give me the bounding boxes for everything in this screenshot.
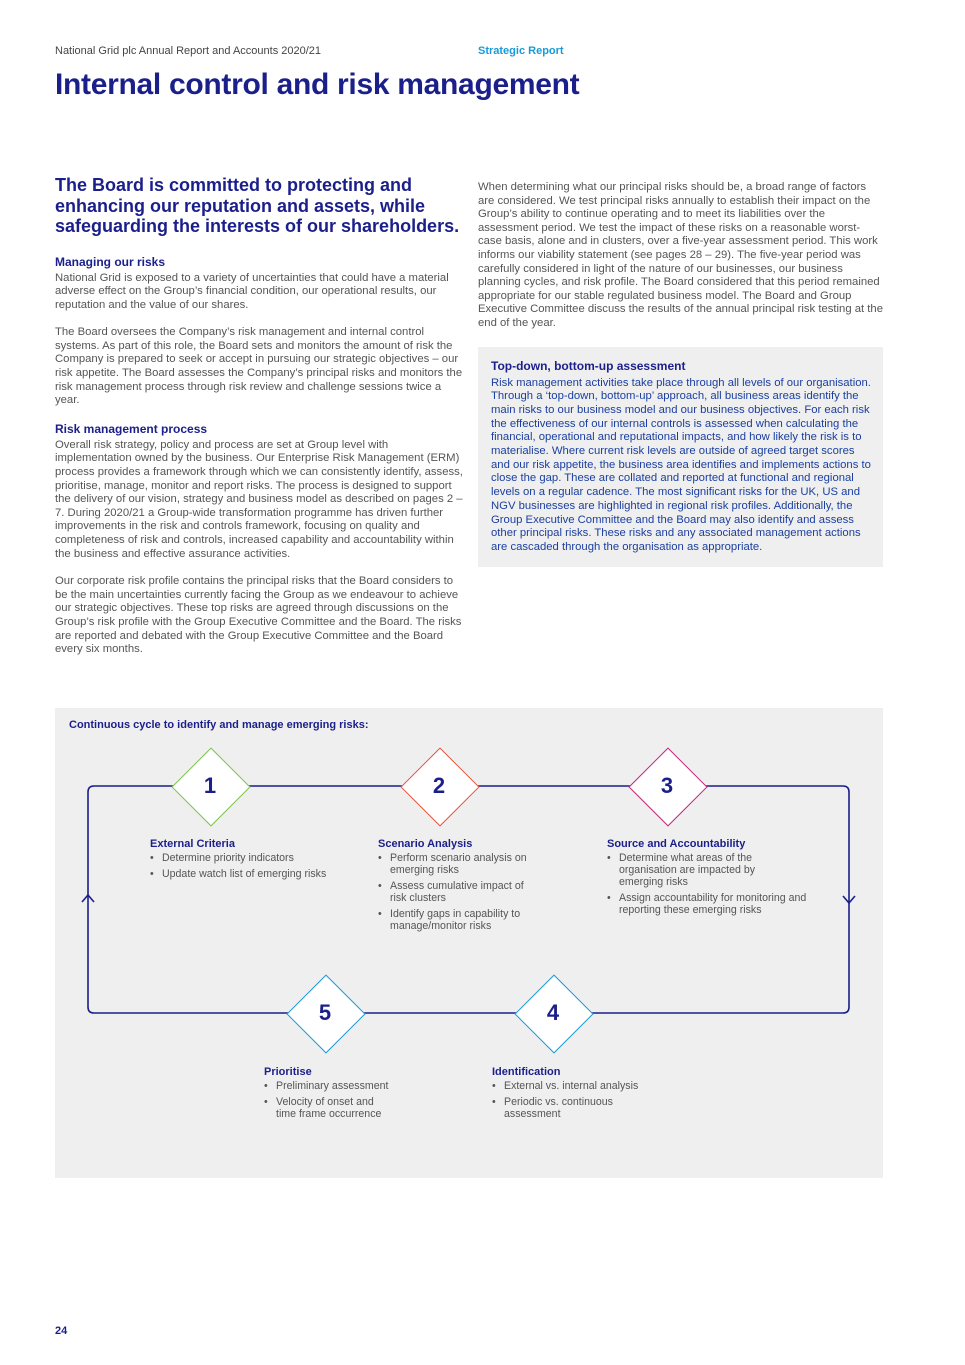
risk-process-paragraph-1: Overall risk strategy, policy and process are set at Group level with implementation owned by the business. Our Enterprise Risk Management (ERM) process provides a framework through which we can consistently identify, assess, prioritise, manage, monitor and report risks. The process is designed to support the delivery of our vision, strategy and business model as described on pages 2 – 7. During 2020/21 a Group-wide transformation programme has driven further improvements in the risk and controls framework, focusing on quality and completeness of risk and controls, increased capability and accountability within the business and effective assurance activities. — [55, 438, 463, 560]
step-5-content — [264, 1066, 414, 1124]
step-5-bullet: • Velocity of onset and time frame occurrence — [264, 1096, 396, 1120]
step-2-title: Scenario Analysis — [378, 838, 473, 850]
step-5-title: Prioritise — [264, 1066, 312, 1078]
assessment-box-title: Top-down, bottom-up assessment — [491, 358, 686, 373]
left-column — [55, 175, 465, 671]
section-name[interactable]: Strategic Report — [478, 45, 564, 57]
step-2-bullet: • Identify gaps in capability to manage/monitor risks — [378, 908, 528, 932]
right-column — [478, 181, 883, 567]
step-1-title: External Criteria — [150, 838, 235, 850]
page-number: 24 — [55, 1325, 68, 1337]
cycle-title: Continuous cycle to identify and manage emerging risks: — [69, 719, 369, 731]
risk-process-paragraph-2: Our corporate risk profile contains the principal risks that the Board considers to be the main uncertainties currently facing the Group as we endeavour to achieve our strategic objectives. These top risks are agreed through discussions on the Group’s risk profile with the Group Executive Committee and the Board. The risks are reported and debated with the Group Executive Committee and the Board every six months. — [55, 575, 462, 656]
step-3-title: Source and Accountability — [607, 838, 746, 850]
step-1-bullet: • Update watch list of emerging risks — [150, 868, 350, 880]
principal-risks-paragraph: When determining what our principal risks should be, a broad range of factors are considered. We test principal risks annually to establish their impact on the Group’s ability to continue operating and to meet its liabilities over the assessment period. We test the impact of these risks on a reasonable worst-case basis, alone and in clusters, over a five-year assessment period. This work informs our viability statement (see pages 28 – 29). The five-year period was carefully considered in light of the nature of our businesses, our business planning cycles, and risk profile. The Board considered that this period remained appropriate for our stable regulated business model. The Board and Group Executive Committee discuss the results of the annual principal risk testing at the end of the year. — [478, 181, 884, 329]
step-2-content — [378, 838, 528, 936]
step-1-content — [150, 838, 350, 884]
step-3-content — [607, 838, 807, 920]
step-2-number: 2 — [432, 773, 446, 798]
managing-risks-paragraph-2: The Board oversees the Company’s risk management and internal control systems. As part of this role, the Board sets and monitors the amount of risk the Company is prepared to seek or accept in pursuing our strategic objectives – our risk appetite. The Board assesses the Company’s principal risks and monitors the risk management process through risk review and challenge sessions twice a year. — [55, 326, 463, 407]
assessment-box-text: Risk management activities take place through all levels of our organisation. Through a ‘top-down, bottom-up’ approach, all business areas identify the main risks to our business model and our business objectives. For each risk the effectiveness of our internal controls is assessed when calculating the financial, operational and reputational impacts, and how likely the risk is to materialise. Where current risk levels are outside of agreed target scores and our risk appetite, the business area identifies and implements actions to close the gap. These are collated and reported at functional and regional levels on a regular cadence. The most significant risks for the UK, US and NGV businesses are highlighted in regional risk profiles. Additionally, the Group Executive Committee and the Board may also identify and assess other principal risks. These risks and any associated management actions are cascaded through the organisation as appropriate. — [491, 376, 871, 553]
step-4-bullet: • Periodic vs. continuous assessment — [492, 1096, 634, 1120]
managing-risks-paragraph-1: National Grid is exposed to a variety of uncertainties that could have a material adverse effect on the Group’s financial condition, our operational results, our reputation and the value of our shares. — [55, 271, 449, 311]
step-3-number: 3 — [660, 773, 674, 798]
step-4-bullet: • External vs. internal analysis — [492, 1080, 662, 1092]
step-3-bullet: • Assign accountability for monitoring and reporting these emerging risks — [607, 892, 807, 916]
step-4-title: Identification — [492, 1066, 561, 1078]
risk-process-heading: Risk management process — [55, 421, 208, 436]
step-4-content — [492, 1066, 662, 1124]
step-5-number: 5 — [318, 1000, 332, 1025]
step-1-bullet: • Determine priority indicators — [150, 852, 350, 864]
lead-statement: The Board is committed to protecting and enhancing our reputation and assets, while safeguarding the interests of our shareholders. — [55, 175, 460, 236]
assessment-box — [478, 347, 883, 567]
report-name: National Grid plc Annual Report and Accounts 2020/21 — [55, 45, 322, 57]
step-5-bullet: • Preliminary assessment — [264, 1080, 414, 1092]
page-title: Internal control and risk management — [55, 68, 580, 101]
step-1-number: 1 — [203, 773, 217, 798]
emerging-risk-cycle — [55, 708, 883, 1178]
step-3-bullet: • Determine what areas of the organisation are impacted by emerging risks — [607, 852, 769, 888]
step-2-bullet: • Perform scenario analysis on emerging risks — [378, 852, 528, 876]
managing-risks-heading: Managing our risks — [55, 254, 166, 269]
step-4-number: 4 — [546, 1000, 560, 1025]
step-2-bullet: • Assess cumulative impact of risk clusters — [378, 880, 528, 904]
